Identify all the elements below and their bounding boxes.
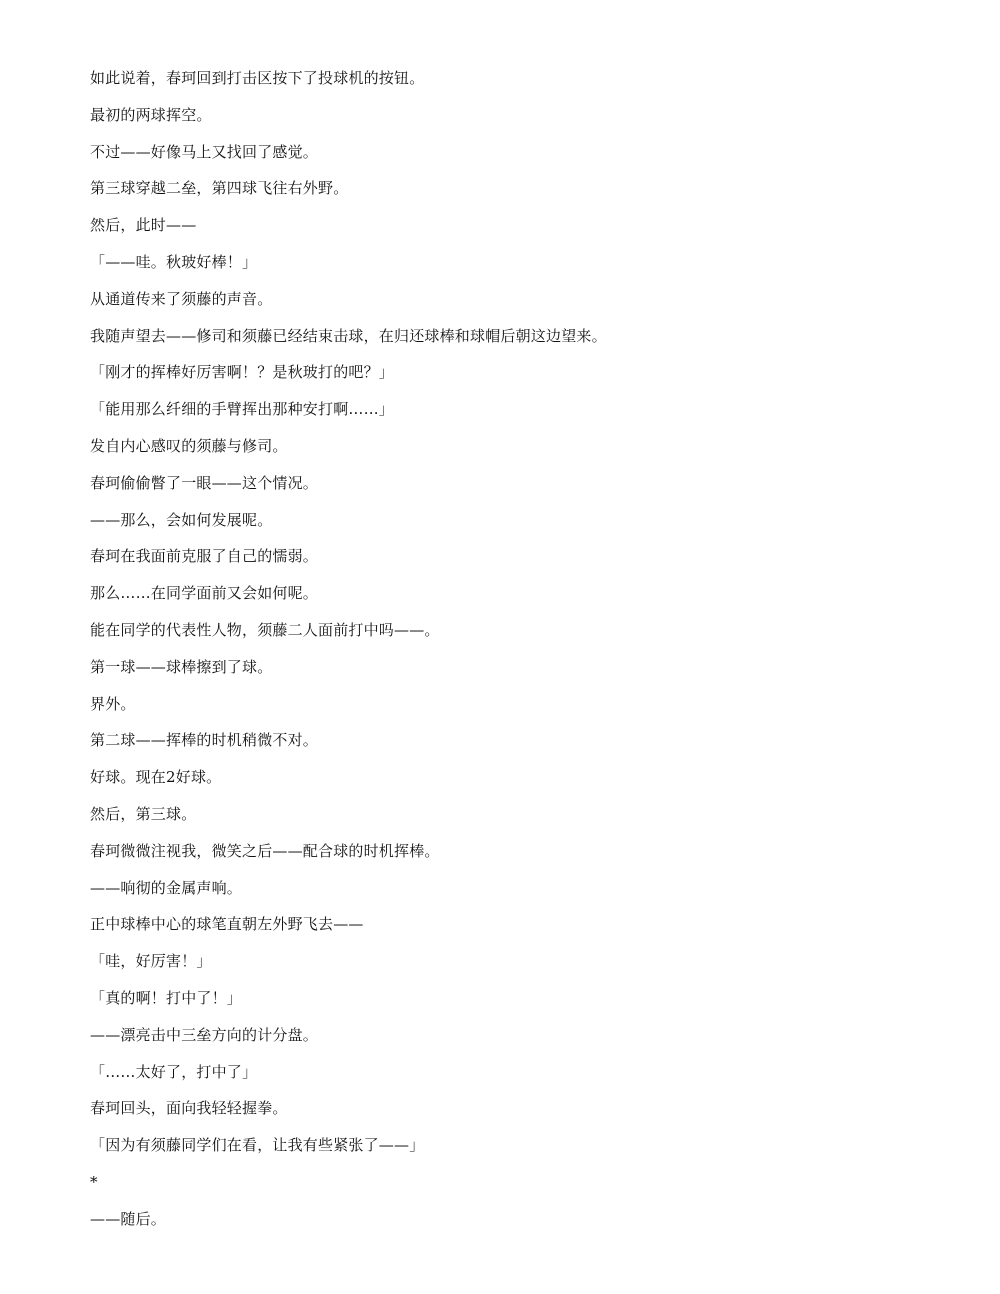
text-line: ——响彻的金属声响。 xyxy=(90,878,243,897)
text-line: 春珂微微注视我，微笑之后——配合球的时机挥棒。 xyxy=(90,841,440,860)
text-line: 「能用那么纤细的手臂挥出那种安打啊……」 xyxy=(90,400,395,419)
text-line: ——漂亮击中三垒方向的计分盘。 xyxy=(90,1025,319,1044)
text-line: 「刚才的挥棒好厉害啊！？是秋玻打的吧？」 xyxy=(90,363,395,382)
text-line: 我随声望去——修司和须藤已经结束击球，在归还球棒和球帽后朝这边望来。 xyxy=(90,326,607,345)
text-line: 能在同学的代表性人物，须藤二人面前打中吗——。 xyxy=(90,620,440,639)
text-line: 春珂偷偷瞥了一眼——这个情况。 xyxy=(90,473,319,492)
text-line: 第三球穿越二垒，第四球飞往右外野。 xyxy=(90,179,349,198)
text-line: 从通道传来了须藤的声音。 xyxy=(90,289,273,308)
text-line: 「……太好了，打中了」 xyxy=(90,1062,258,1081)
text-line: ——那么，会如何发展呢。 xyxy=(90,510,273,529)
text-line: 第一球——球棒擦到了球。 xyxy=(90,657,273,676)
text-line: 那么……在同学面前又会如何呢。 xyxy=(90,584,319,603)
text-line: 正中球棒中心的球笔直朝左外野飞去—— xyxy=(90,915,364,934)
document-page xyxy=(90,60,950,1238)
text-line: 春珂在我面前克服了自己的懦弱。 xyxy=(90,547,319,566)
text-line: 然后，此时—— xyxy=(90,216,197,235)
text-line: ——随后。 xyxy=(90,1209,167,1228)
text-line: 第二球——挥棒的时机稍微不对。 xyxy=(90,731,319,750)
text-line: 「哇，好厉害！」 xyxy=(90,952,212,971)
text-line: 「真的啊！打中了！」 xyxy=(90,988,243,1007)
text-line: 如此说着，春珂回到打击区按下了投球机的按钮。 xyxy=(90,69,425,87)
scene-break: * xyxy=(90,1172,98,1191)
text-line: 「因为有须藤同学们在看，让我有些紧张了——」 xyxy=(90,1136,425,1155)
text-line: 然后，第三球。 xyxy=(90,804,197,823)
text-line: 不过——好像马上又找回了感觉。 xyxy=(90,142,319,161)
text-line: 好球。现在2好球。 xyxy=(90,768,222,787)
text-line: 最初的两球挥空。 xyxy=(90,105,212,124)
text-line: 春珂回头，面向我轻轻握拳。 xyxy=(90,1099,288,1118)
text-line: 发自内心感叹的须藤与修司。 xyxy=(90,436,288,455)
text-line: 「——哇。秋玻好棒！」 xyxy=(90,252,258,271)
text-line: 界外。 xyxy=(90,694,136,713)
